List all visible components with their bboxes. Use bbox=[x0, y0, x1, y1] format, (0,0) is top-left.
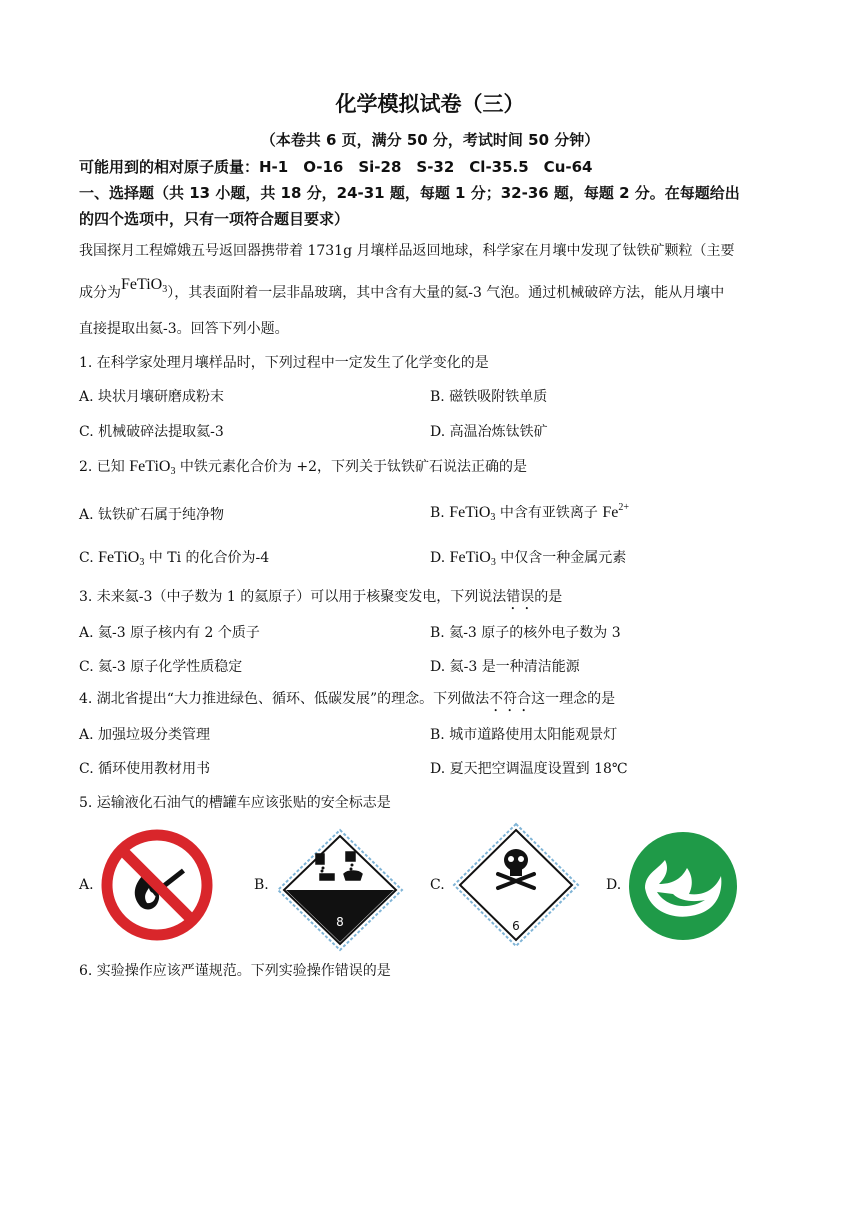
q1-option-c[interactable]: C. 机械破碎法提取氦-3 bbox=[79, 424, 224, 440]
q2-b-formula-sub: 3 bbox=[490, 512, 496, 523]
q2-stem-pre: 2. 已知 bbox=[79, 459, 130, 475]
sign-b-number: 8 bbox=[336, 915, 344, 929]
q2-c-formula-main: FeTiO bbox=[98, 549, 140, 566]
q2-b-formula-main: FeTiO bbox=[449, 504, 491, 521]
section-heading-line1: 一、选择题（共 13 小题，共 18 分，24-31 题，每题 1 分；32-36 题，每题 2 分。在每题给出 bbox=[79, 184, 740, 202]
q2-formula-sub: 3 bbox=[170, 466, 176, 477]
atomic-masses: 可能用到的相对原子质量：H-1 O-16 Si-28 S-32 Cl-35.5 Cu-64 bbox=[79, 158, 593, 176]
q2-b-pre: B. bbox=[430, 505, 450, 521]
q2-c-formula-sub: 3 bbox=[139, 557, 145, 568]
q3-stem bbox=[79, 586, 562, 613]
q2-c-formula bbox=[98, 549, 144, 566]
q2-b-formula bbox=[449, 504, 495, 521]
q5-option-b-label[interactable]: B. bbox=[254, 877, 269, 893]
q2-b-ion-charge: 2+ bbox=[618, 502, 629, 513]
q2-b-ion bbox=[602, 504, 629, 521]
q3-stem-post: 的是 bbox=[534, 589, 563, 605]
passage-line3: 直接提取出氦-3。回答下列小题。 bbox=[79, 321, 289, 337]
q2-d-formula-sub: 3 bbox=[490, 557, 496, 568]
formula-main: FeTiO bbox=[121, 276, 163, 293]
q2-option-d[interactable] bbox=[430, 547, 626, 568]
corrosive-sign[interactable] bbox=[276, 828, 404, 956]
passage-line2-post: ），其表面附着一层非晶玻璃，其中含有大量的氦-3 气泡。通过机械破碎方法，能从月壤中 bbox=[167, 285, 725, 301]
q2-option-a[interactable]: A. 钛铁矿石属于纯净物 bbox=[79, 507, 225, 523]
toxic-sign[interactable] bbox=[452, 822, 580, 952]
corrosive-icon bbox=[276, 828, 404, 952]
q3-stem-pre: 3. 未来氦-3（中子数为 1 的氦原子）可以用于核聚变发电，下列说法 bbox=[79, 589, 507, 605]
q2-stem bbox=[79, 456, 527, 477]
page-title: 化学模拟试卷（三） bbox=[335, 92, 525, 116]
no-fire-sign[interactable] bbox=[100, 828, 214, 946]
q5-option-c-label[interactable]: C. bbox=[430, 877, 445, 893]
q2-stem-mid: 中铁元素化合价为 +2，下列关于钛铁矿石说法正确的是 bbox=[175, 459, 528, 475]
q1-option-d[interactable]: D. 高温冶炼钛铁矿 bbox=[430, 424, 548, 440]
q3-option-d[interactable]: D. 氦-3 是一种清洁能源 bbox=[430, 659, 580, 675]
q2-d-post: 中仅含一种金属元素 bbox=[495, 550, 627, 566]
q2-d-pre: D. bbox=[430, 550, 450, 566]
q2-formula bbox=[129, 458, 175, 475]
passage-line1: 我国探月工程嫦娥五号返回器携带着 1731g 月壤样品返回地球，科学家在月壤中发现了钛铁矿颗粒（主要 bbox=[79, 243, 735, 259]
q2-b-post: 中含有亚铁离子 bbox=[495, 505, 603, 521]
q1-stem: 1. 在科学家处理月壤样品时，下列过程中一定发生了化学变化的是 bbox=[79, 355, 489, 371]
green-food-sign[interactable] bbox=[627, 830, 739, 946]
q2-c-mid: 中 Ti 的化合价为-4 bbox=[144, 550, 270, 566]
q2-d-formula bbox=[450, 549, 496, 566]
q2-b-ion-symbol: Fe bbox=[602, 504, 619, 521]
no-fire-icon bbox=[100, 828, 214, 942]
q5-option-a-label[interactable]: A. bbox=[79, 877, 94, 893]
q5-option-d-label[interactable]: D. bbox=[606, 877, 622, 893]
q3-option-b[interactable]: B. 氦-3 原子的核外电子数为 3 bbox=[430, 625, 621, 641]
toxic-icon bbox=[452, 822, 580, 948]
q6-stem: 6. 实验操作应该严谨规范。下列实验操作错误的是 bbox=[79, 963, 391, 979]
q4-stem-pre: 4. 湖北省提出“大力推进绿色、循环、低碳发展”的理念。下列做法 bbox=[79, 691, 490, 707]
q4-stem-post: 这一理念的是 bbox=[531, 691, 616, 707]
q2-option-c[interactable] bbox=[79, 547, 269, 568]
q4-option-b[interactable]: B. 城市道路使用太阳能观景灯 bbox=[430, 727, 618, 743]
formula-fetio3 bbox=[121, 276, 167, 293]
q4-option-a[interactable]: A. 加强垃圾分类管理 bbox=[79, 727, 211, 743]
q5-stem: 5. 运输液化石油气的槽罐车应该张贴的安全标志是 bbox=[79, 795, 391, 811]
q1-option-a[interactable]: A. 块状月壤研磨成粉末 bbox=[79, 389, 225, 405]
q1-option-b[interactable]: B. 磁铁吸附铁单质 bbox=[430, 389, 548, 405]
q3-option-c[interactable]: C. 氦-3 原子化学性质稳定 bbox=[79, 659, 243, 675]
green-food-icon bbox=[627, 830, 739, 942]
q2-c-pre: C. bbox=[79, 550, 99, 566]
q2-option-b[interactable] bbox=[430, 502, 629, 523]
q3-option-a[interactable]: A. 氦-3 原子核内有 2 个质子 bbox=[79, 625, 260, 641]
passage-line2-pre: 成分为 bbox=[79, 285, 121, 301]
q2-d-formula-main: FeTiO bbox=[449, 549, 491, 566]
q4-stem bbox=[79, 688, 615, 715]
q2-formula-main: FeTiO bbox=[129, 458, 171, 475]
q3-stem-emphasis: 错误 bbox=[506, 589, 535, 605]
q4-option-d[interactable]: D. 夏天把空调温度设置到 18℃ bbox=[430, 761, 628, 777]
formula-sub: 3 bbox=[162, 284, 168, 295]
q4-stem-emphasis: 不符合 bbox=[489, 691, 532, 707]
section-heading-line2: 的四个选项中，只有一项符合题目要求） bbox=[79, 210, 350, 228]
sign-c-number: 6 bbox=[512, 919, 520, 933]
passage-line2 bbox=[79, 276, 725, 303]
q4-option-c[interactable]: C. 循环使用教材用书 bbox=[79, 761, 211, 777]
exam-info: （本卷共 6 页，满分 50 分，考试时间 50 分钟） bbox=[260, 131, 600, 149]
